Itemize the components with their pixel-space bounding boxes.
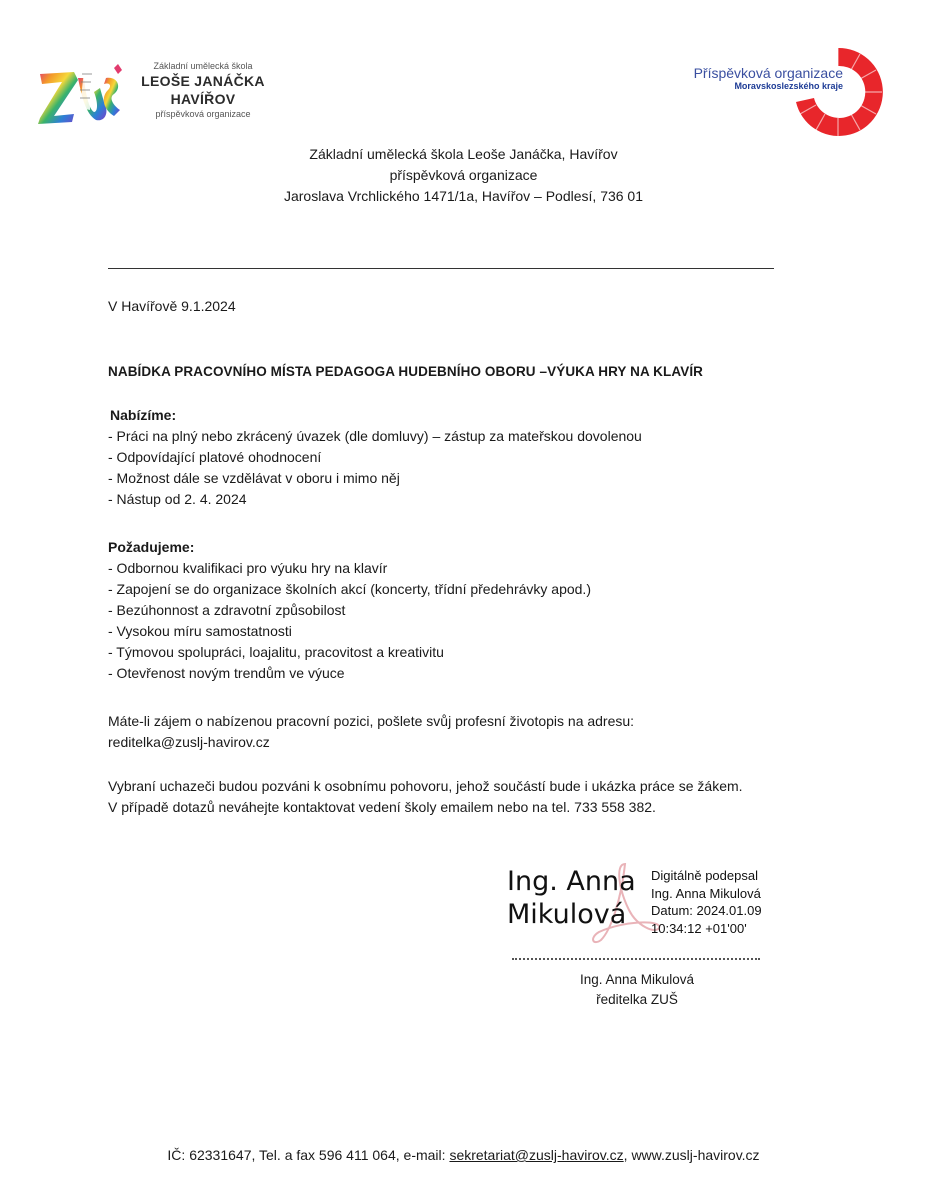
require-item: - Vysokou míru samostatnosti xyxy=(108,623,292,639)
require-item: - Zapojení se do organizace školních akcí (koncerty, třídní předehrávky apod.) xyxy=(108,581,591,597)
closing-line1: Vybraní uchazeči budou pozváni k osobnímu pohovoru, jehož součástí bude i ukázka práce se žákem. xyxy=(108,778,743,794)
logo-line4: příspěvková organizace xyxy=(155,109,251,119)
signatory xyxy=(512,970,762,1010)
offer-item: - Možnost dále se vzdělávat v oboru i mimo něj xyxy=(108,470,400,486)
letter-title: NABÍDKA PRACOVNÍHO MÍSTA PEDAGOGA HUDEBNÍHO OBORU –VÝUKA HRY NA KLAVÍR xyxy=(108,364,704,379)
zus-logo-text xyxy=(128,60,278,120)
place-date: V Havířově 9.1.2024 xyxy=(108,298,236,314)
msk-line1: Příspěvková organizace xyxy=(693,65,843,81)
signature-big-line1: Ing. Anna xyxy=(507,866,636,897)
signature-small-line2: Ing. Anna Mikulová xyxy=(651,885,761,901)
logo-line3: HAVÍŘOV xyxy=(170,91,236,107)
signature-small-line1: Digitálně podepsal xyxy=(651,868,758,883)
signatory-name: Ing. Anna Mikulová xyxy=(579,972,695,987)
offer-section xyxy=(110,405,176,426)
zus-logo-icon xyxy=(34,58,126,128)
require-item: - Bezúhonnost a zdravotní způsobilost xyxy=(108,602,346,618)
offer-item: - Práci na plný nebo zkrácený úvazek (dle domluvy) – zástup za mateřskou dovolenou xyxy=(108,428,642,444)
msk-line2: Moravskoslezského kraje xyxy=(734,81,843,91)
require-heading: Požadujeme: xyxy=(108,539,195,555)
signature-dotted-line xyxy=(512,958,760,960)
require-item: - Otevřenost novým trendům ve výuce xyxy=(108,665,345,681)
logo-line2: LEOŠE JANÁČKA xyxy=(141,73,265,89)
signature-small-line4: 10:34:12 +01'00' xyxy=(651,920,747,936)
offer-heading: Nabízíme: xyxy=(110,407,177,423)
header-school-name: Základní umělecká škola Leoše Janáčka, Havířov xyxy=(309,146,618,162)
footer-suffix: , www.zuslj-havirov.cz xyxy=(623,1147,760,1163)
offer-item: - Nástup od 2. 4. 2024 xyxy=(108,491,247,507)
signature-name-large xyxy=(507,865,636,931)
logo-line1: Základní umělecká škola xyxy=(153,61,253,71)
msk-ring-logo-icon xyxy=(790,44,886,140)
require-item: - Týmovou spolupráci, loajalitu, pracovitost a kreativitu xyxy=(108,644,444,660)
signature-small-line3: Datum: 2024.01.09 xyxy=(651,903,762,918)
footer-email-link[interactable]: sekretariat@zuslj-havirov.cz xyxy=(449,1147,624,1163)
require-section xyxy=(108,537,591,684)
offer-list xyxy=(108,426,642,510)
header-org-type: příspěvková organizace xyxy=(389,167,538,183)
apply-email[interactable]: reditelka@zuslj-havirov.cz xyxy=(108,734,270,750)
signatory-role: ředitelka ZUŠ xyxy=(596,992,678,1007)
apply-text: Máte-li zájem o nabízenou pracovní pozici, pošlete svůj profesní životopis na adresu: xyxy=(108,713,635,729)
header-address: Jaroslava Vrchlického 1471/1a, Havířov – Podlesí, 736 01 xyxy=(283,188,644,204)
footer xyxy=(100,1144,827,1166)
signature-big-line2: Mikulová xyxy=(507,899,627,930)
closing-line2: V případě dotazů neváhejte kontaktovat vedení školy emailem nebo na tel. 733 558 382. xyxy=(108,799,656,815)
footer-prefix: IČ: 62331647, Tel. a fax 596 411 064, e-mail: xyxy=(167,1147,450,1163)
require-item: - Odbornou kvalifikaci pro výuku hry na klavír xyxy=(108,560,388,576)
digital-signature-info xyxy=(651,867,762,937)
header-divider xyxy=(108,268,774,269)
offer-item: - Odpovídající platové ohodnocení xyxy=(108,449,322,465)
